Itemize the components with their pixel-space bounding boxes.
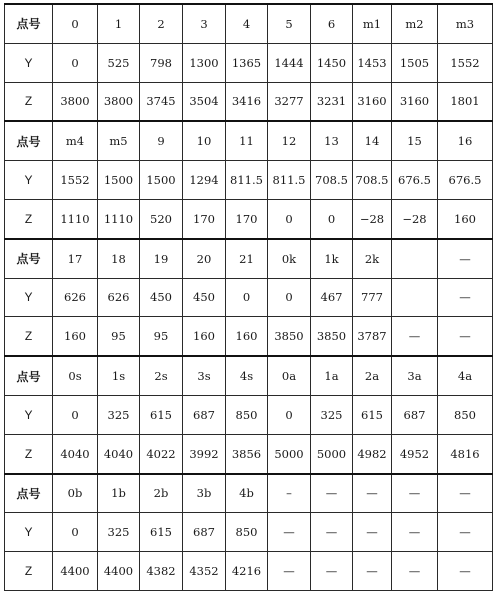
point-name-cell: 5	[268, 4, 311, 43]
coordinate-value-cell: 4952	[392, 434, 438, 473]
coordinate-value-cell: 3416	[226, 82, 268, 121]
coordinate-value-cell: 160	[226, 317, 268, 356]
coordinate-value-cell: 708.5	[353, 161, 392, 200]
coordinate-value-cell: 5000	[268, 434, 311, 473]
point-name-cell	[392, 239, 438, 278]
point-header-label: 点号	[5, 4, 53, 43]
coordinate-value-cell: 850	[226, 513, 268, 552]
coordinate-value-cell: 0	[268, 278, 311, 317]
point-name-cell: 15	[392, 121, 438, 160]
coordinate-value-cell: 687	[183, 513, 226, 552]
point-name-cell: 9	[140, 121, 183, 160]
coordinate-value-cell: 95	[98, 317, 140, 356]
coordinate-axis-label: Z	[5, 317, 53, 356]
point-header-row	[5, 121, 493, 160]
coordinate-value-cell: 1552	[438, 43, 493, 82]
coordinate-value-cell: —	[392, 513, 438, 552]
coordinate-value-cell: 0	[311, 199, 353, 238]
coordinate-value-cell: 170	[226, 199, 268, 238]
point-name-cell: 2b	[140, 474, 183, 513]
coordinate-value-cell: 1110	[98, 199, 140, 238]
coordinate-value-cell: —	[353, 513, 392, 552]
point-name-cell: 3s	[183, 356, 226, 395]
coordinate-value-cell: 3231	[311, 82, 353, 121]
coordinate-table	[4, 3, 493, 591]
point-name-cell: —	[353, 474, 392, 513]
coordinate-value-cell: 3856	[226, 434, 268, 473]
coordinate-value-cell: —	[438, 552, 493, 591]
coordinate-value-cell: 1110	[53, 199, 98, 238]
point-header-label: 点号	[5, 356, 53, 395]
point-name-cell: 14	[353, 121, 392, 160]
point-header-row	[5, 239, 493, 278]
coordinate-value-cell: 1801	[438, 82, 493, 121]
point-name-cell: 3b	[183, 474, 226, 513]
coordinate-value-cell: 1500	[98, 161, 140, 200]
point-name-cell: 4a	[438, 356, 493, 395]
coordinate-row-z	[5, 317, 493, 356]
point-name-cell: –	[268, 474, 311, 513]
coordinate-value-cell: 3850	[268, 317, 311, 356]
coordinate-value-cell: 1552	[53, 161, 98, 200]
coordinate-value-cell: 0	[268, 395, 311, 434]
coordinate-value-cell: 4400	[98, 552, 140, 591]
coordinate-value-cell: 1300	[183, 43, 226, 82]
coordinate-value-cell: —	[311, 513, 353, 552]
coordinate-value-cell	[392, 278, 438, 317]
coordinate-value-cell: —	[392, 552, 438, 591]
coordinate-axis-label: Y	[5, 513, 53, 552]
point-name-cell: 16	[438, 121, 493, 160]
point-name-cell: 4	[226, 4, 268, 43]
coordinate-value-cell: 450	[183, 278, 226, 317]
point-name-cell: 18	[98, 239, 140, 278]
coordinate-value-cell: 798	[140, 43, 183, 82]
coordinate-value-cell: 1500	[140, 161, 183, 200]
point-header-row	[5, 474, 493, 513]
coordinate-value-cell: 170	[183, 199, 226, 238]
coordinate-axis-label: Y	[5, 395, 53, 434]
coordinate-value-cell: 4040	[98, 434, 140, 473]
coordinate-axis-label: Z	[5, 552, 53, 591]
point-header-row	[5, 356, 493, 395]
point-name-cell: 19	[140, 239, 183, 278]
coordinate-row-y	[5, 395, 493, 434]
point-name-cell: 2s	[140, 356, 183, 395]
point-name-cell: 20	[183, 239, 226, 278]
coordinate-value-cell: 0	[53, 395, 98, 434]
coordinate-value-cell: 1505	[392, 43, 438, 82]
point-name-cell: 3a	[392, 356, 438, 395]
coordinate-value-cell: —	[438, 317, 493, 356]
coordinate-value-cell: 676.5	[438, 161, 493, 200]
coordinate-value-cell: 3160	[353, 82, 392, 121]
coordinate-axis-label: Z	[5, 199, 53, 238]
coordinate-value-cell: 4382	[140, 552, 183, 591]
coordinate-value-cell: —	[438, 513, 493, 552]
point-name-cell: m2	[392, 4, 438, 43]
coordinate-value-cell: 0	[226, 278, 268, 317]
coordinate-value-cell: −28	[392, 199, 438, 238]
coordinate-value-cell: 520	[140, 199, 183, 238]
coordinate-value-cell: 3800	[53, 82, 98, 121]
coordinate-value-cell: 1444	[268, 43, 311, 82]
coordinate-value-cell: 3277	[268, 82, 311, 121]
coordinate-value-cell: 777	[353, 278, 392, 317]
point-name-cell: 2a	[353, 356, 392, 395]
point-name-cell: 1a	[311, 356, 353, 395]
coordinate-value-cell: 450	[140, 278, 183, 317]
coordinate-row-y	[5, 278, 493, 317]
coordinate-value-cell: 811.5	[226, 161, 268, 200]
point-name-cell: 1	[98, 4, 140, 43]
coordinate-row-z	[5, 552, 493, 591]
coordinate-value-cell: 811.5	[268, 161, 311, 200]
coordinate-row-z	[5, 82, 493, 121]
point-name-cell: 13	[311, 121, 353, 160]
coordinate-value-cell: 5000	[311, 434, 353, 473]
coordinate-value-cell: 676.5	[392, 161, 438, 200]
point-header-label: 点号	[5, 121, 53, 160]
coordinate-value-cell: 3160	[392, 82, 438, 121]
point-name-cell: 21	[226, 239, 268, 278]
coordinate-value-cell: 626	[98, 278, 140, 317]
coordinate-value-cell: 3787	[353, 317, 392, 356]
coordinate-value-cell: 160	[438, 199, 493, 238]
point-name-cell: 6	[311, 4, 353, 43]
coordinate-value-cell: —	[311, 552, 353, 591]
point-name-cell: 2k	[353, 239, 392, 278]
point-name-cell: 1k	[311, 239, 353, 278]
point-name-cell: —	[392, 474, 438, 513]
point-name-cell: 1s	[98, 356, 140, 395]
coordinate-value-cell: 525	[98, 43, 140, 82]
coordinate-value-cell: 1453	[353, 43, 392, 82]
point-header-label: 点号	[5, 239, 53, 278]
coordinate-value-cell: 1294	[183, 161, 226, 200]
coordinate-value-cell: 160	[53, 317, 98, 356]
point-name-cell: —	[438, 474, 493, 513]
point-header-label: 点号	[5, 474, 53, 513]
coordinate-value-cell: 0	[268, 199, 311, 238]
coordinate-row-z	[5, 199, 493, 238]
coordinate-axis-label: Y	[5, 43, 53, 82]
point-name-cell: 2	[140, 4, 183, 43]
point-name-cell: 12	[268, 121, 311, 160]
coordinate-value-cell: 615	[140, 513, 183, 552]
coordinate-value-cell: 95	[140, 317, 183, 356]
coordinate-value-cell: 4400	[53, 552, 98, 591]
coordinate-row-y	[5, 161, 493, 200]
coordinate-value-cell: 850	[226, 395, 268, 434]
coordinate-value-cell: 3992	[183, 434, 226, 473]
coordinate-value-cell: 0	[53, 513, 98, 552]
coordinate-row-y	[5, 43, 493, 82]
coordinate-value-cell: 325	[98, 513, 140, 552]
coordinate-value-cell: 1365	[226, 43, 268, 82]
coordinate-value-cell: 325	[98, 395, 140, 434]
point-name-cell: 0k	[268, 239, 311, 278]
coordinate-value-cell: 4040	[53, 434, 98, 473]
coordinate-value-cell: −28	[353, 199, 392, 238]
point-name-cell: 1b	[98, 474, 140, 513]
point-name-cell: m5	[98, 121, 140, 160]
coordinate-value-cell: 4816	[438, 434, 493, 473]
coordinate-value-cell: 615	[140, 395, 183, 434]
coordinate-value-cell: 160	[183, 317, 226, 356]
point-name-cell: —	[311, 474, 353, 513]
coordinate-value-cell: 1450	[311, 43, 353, 82]
coordinate-axis-label: Z	[5, 434, 53, 473]
coordinate-value-cell: 3800	[98, 82, 140, 121]
coordinate-axis-label: Y	[5, 278, 53, 317]
coordinate-value-cell: —	[392, 317, 438, 356]
coordinate-value-cell: 0	[53, 43, 98, 82]
point-name-cell: —	[438, 239, 493, 278]
point-name-cell: 17	[53, 239, 98, 278]
coordinate-value-cell: 687	[183, 395, 226, 434]
coordinate-value-cell: 626	[53, 278, 98, 317]
coordinate-row-y	[5, 513, 493, 552]
coordinate-table-body	[5, 4, 493, 590]
coordinate-value-cell: 4216	[226, 552, 268, 591]
coordinate-value-cell: 325	[311, 395, 353, 434]
coordinate-axis-label: Y	[5, 161, 53, 200]
coordinate-value-cell: 3850	[311, 317, 353, 356]
coordinate-value-cell: 615	[353, 395, 392, 434]
point-name-cell: 0a	[268, 356, 311, 395]
point-header-row	[5, 4, 493, 43]
coordinate-value-cell: 4982	[353, 434, 392, 473]
point-name-cell: 0b	[53, 474, 98, 513]
coordinate-value-cell: 467	[311, 278, 353, 317]
coordinate-axis-label: Z	[5, 82, 53, 121]
coordinate-value-cell: 4022	[140, 434, 183, 473]
point-name-cell: 3	[183, 4, 226, 43]
coordinate-value-cell: —	[268, 552, 311, 591]
point-name-cell: 10	[183, 121, 226, 160]
point-name-cell: 0	[53, 4, 98, 43]
point-name-cell: 4b	[226, 474, 268, 513]
coordinate-row-z	[5, 434, 493, 473]
point-name-cell: 0s	[53, 356, 98, 395]
point-name-cell: m3	[438, 4, 493, 43]
coordinate-value-cell: —	[353, 552, 392, 591]
point-name-cell: m4	[53, 121, 98, 160]
coordinate-value-cell: 687	[392, 395, 438, 434]
coordinate-value-cell: 708.5	[311, 161, 353, 200]
coordinate-value-cell: 3745	[140, 82, 183, 121]
coordinate-value-cell: 4352	[183, 552, 226, 591]
coordinate-table-document	[4, 3, 492, 579]
point-name-cell: 4s	[226, 356, 268, 395]
coordinate-value-cell: —	[438, 278, 493, 317]
coordinate-value-cell: —	[268, 513, 311, 552]
point-name-cell: m1	[353, 4, 392, 43]
point-name-cell: 11	[226, 121, 268, 160]
coordinate-value-cell: 850	[438, 395, 493, 434]
coordinate-value-cell: 3504	[183, 82, 226, 121]
